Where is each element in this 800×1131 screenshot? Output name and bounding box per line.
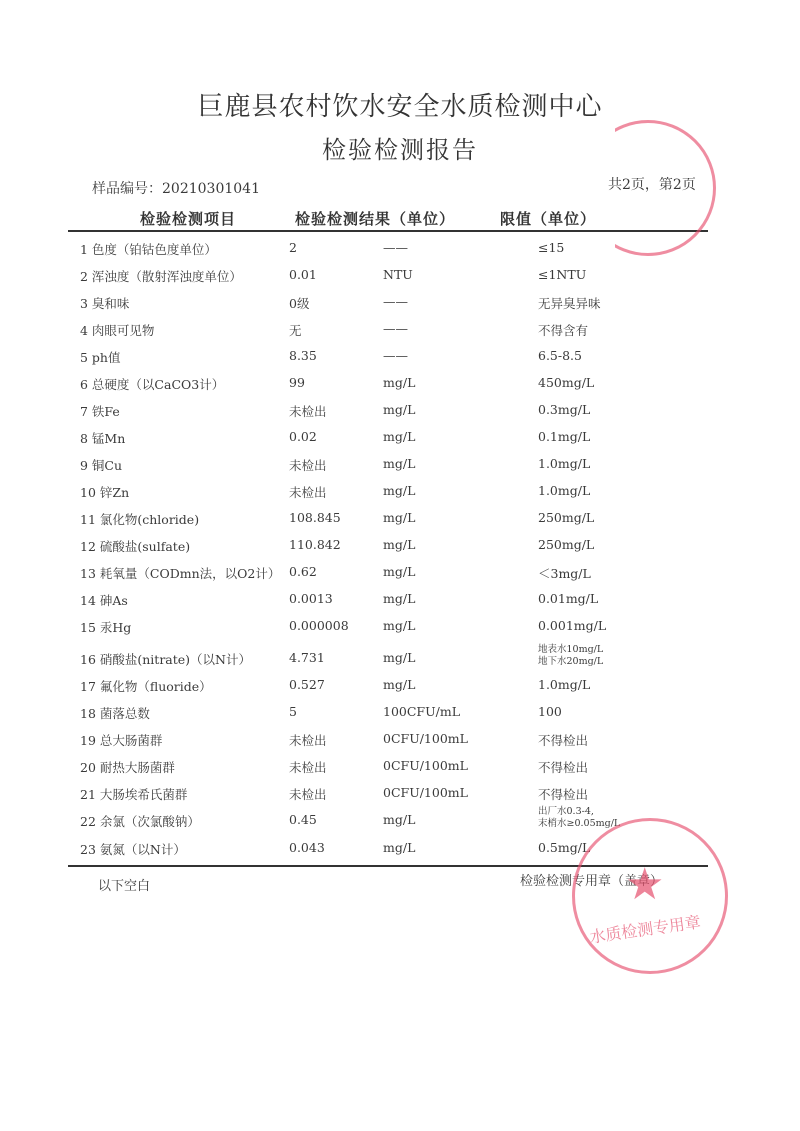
row-unit: mg/L: [383, 456, 416, 471]
table-row: [0, 564, 800, 591]
row-unit: mg/L: [383, 650, 416, 665]
row-unit: mg/L: [383, 591, 416, 606]
row-unit: 0CFU/100mL: [383, 758, 468, 773]
row-item: 21 大肠埃希氏菌群: [80, 787, 188, 802]
stamp-bottom: [572, 818, 728, 974]
row-limit: 不得检出: [538, 760, 589, 775]
table-row: [0, 644, 800, 677]
report-title: 检验检测报告: [322, 136, 478, 164]
blank-note: 以下空白: [98, 879, 151, 894]
row-result: 0.043: [289, 840, 325, 855]
seal-label: 检验检测专用章（盖章）: [520, 874, 664, 889]
row-result: 110.842: [289, 537, 341, 552]
row-unit: mg/L: [383, 402, 416, 417]
row-unit: mg/L: [383, 618, 416, 633]
row-item: 18 菌落总数: [80, 706, 150, 721]
row-limit: 1.0mg/L: [538, 677, 591, 692]
row-unit: mg/L: [383, 429, 416, 444]
row-result: 未检出: [289, 733, 327, 748]
table-row: [0, 618, 800, 645]
table-row: [0, 704, 800, 731]
row-result: 0.62: [289, 564, 317, 579]
row-limit-line1: 地表水10mg/L: [538, 644, 604, 655]
row-item: 2 浑浊度（散射浑浊度单位）: [80, 269, 242, 284]
table-row: [0, 375, 800, 402]
row-result: 0.01: [289, 267, 317, 282]
row-limit: 0.1mg/L: [538, 429, 591, 444]
row-limit: 不得含有: [538, 323, 589, 338]
row-item: 9 铜Cu: [80, 458, 123, 473]
row-limit: 0.5mg/L: [538, 840, 591, 855]
col-header-result: 检验检测结果（单位）: [295, 210, 456, 228]
row-limit-line2: 末梢水≥0.05mg/L: [538, 818, 621, 829]
row-unit: mg/L: [383, 840, 416, 855]
row-item: 5 ph值: [80, 350, 121, 365]
row-unit: mg/L: [383, 510, 416, 525]
org-title: 巨鹿县农村饮水安全水质检测中心: [197, 92, 603, 122]
row-limit: ＜3mg/L: [538, 566, 591, 581]
stamp-center-text: 水质检测专用章: [588, 912, 702, 947]
row-result: 8.35: [289, 348, 317, 363]
row-limit: 不得检出: [538, 787, 589, 802]
row-limit: 6.5-8.5: [538, 348, 582, 363]
row-item: 1 色度（铂钴色度单位）: [80, 242, 217, 257]
row-limit-line1: 出厂水0.3-4,: [538, 806, 594, 817]
row-limit: ≤15: [538, 240, 565, 255]
row-limit: 100: [538, 704, 562, 719]
row-result: 无: [289, 323, 302, 338]
row-unit: ——: [383, 321, 408, 336]
table-row: [0, 591, 800, 618]
row-item: 15 汞Hg: [80, 620, 132, 635]
sample-number: [92, 178, 260, 198]
row-item: 20 耐热大肠菌群: [80, 760, 175, 775]
row-item: 3 臭和味: [80, 296, 130, 311]
table-row: [0, 348, 800, 375]
header-rule: [68, 230, 708, 232]
row-unit: NTU: [383, 267, 413, 282]
table-row: [0, 758, 800, 785]
row-unit: mg/L: [383, 537, 416, 552]
table-row: [0, 294, 800, 321]
row-unit: 0CFU/100mL: [383, 731, 468, 746]
row-result: 0.000008: [289, 618, 349, 633]
row-item: 4 肉眼可见物: [80, 323, 155, 338]
row-result: 0级: [289, 296, 310, 311]
stamp-star-icon: ★: [625, 859, 665, 910]
row-result: 108.845: [289, 510, 341, 525]
row-result: 未检出: [289, 760, 327, 775]
row-item: 22 余氯（次氯酸钠）: [80, 814, 200, 829]
row-result: 0.45: [289, 812, 317, 827]
row-item: 10 锌Zn: [80, 485, 130, 500]
sample-value: 20210301041: [162, 181, 260, 197]
row-item: 17 氟化物（fluoride）: [80, 679, 212, 694]
row-result: 未检出: [289, 404, 327, 419]
row-limit: 250mg/L: [538, 537, 595, 552]
row-result: 99: [289, 375, 305, 390]
row-unit: mg/L: [383, 375, 416, 390]
row-result: 未检出: [289, 458, 327, 473]
row-limit: 250mg/L: [538, 510, 595, 525]
row-limit-line2: 地下水20mg/L: [538, 656, 604, 667]
row-unit: mg/L: [383, 812, 416, 827]
table-row: [0, 321, 800, 348]
row-limit: 1.0mg/L: [538, 456, 591, 471]
row-limit: 0.3mg/L: [538, 402, 591, 417]
row-item: 14 砷As: [80, 593, 128, 608]
row-unit: ——: [383, 240, 408, 255]
row-limit: [538, 644, 603, 668]
row-result: 0.0013: [289, 591, 333, 606]
table-row: [0, 267, 800, 294]
col-header-limit: 限值（单位）: [500, 210, 597, 228]
row-item: 8 锰Mn: [80, 431, 126, 446]
table-row: [0, 402, 800, 429]
row-item: 6 总硬度（以CaCO3计）: [80, 377, 225, 392]
table-row: [0, 537, 800, 564]
row-limit: 0.01mg/L: [538, 591, 599, 606]
row-limit: 450mg/L: [538, 375, 595, 390]
row-item: 19 总大肠菌群: [80, 733, 163, 748]
row-result: 未检出: [289, 485, 327, 500]
row-result: 0.02: [289, 429, 317, 444]
row-item: 11 氯化物(chloride): [80, 512, 200, 527]
row-unit: mg/L: [383, 483, 416, 498]
table-row: [0, 429, 800, 456]
row-unit: mg/L: [383, 677, 416, 692]
row-limit: [538, 806, 620, 830]
table-row: [0, 456, 800, 483]
table-row: [0, 731, 800, 758]
row-limit: 0.001mg/L: [538, 618, 607, 633]
row-item: 16 硝酸盐(nitrate)（以N计）: [80, 652, 251, 667]
table-row: [0, 677, 800, 704]
row-result: 5: [289, 704, 297, 719]
row-limit: 无异臭异味: [538, 296, 601, 311]
sample-label: 样品编号：: [92, 181, 162, 197]
row-result: 2: [289, 240, 297, 255]
row-limit: 1.0mg/L: [538, 483, 591, 498]
table-row: [0, 510, 800, 537]
row-unit: ——: [383, 294, 408, 309]
table-row: [0, 785, 800, 812]
row-unit: mg/L: [383, 564, 416, 579]
row-item: 12 硫酸盐(sulfate): [80, 539, 191, 554]
row-limit: ≤1NTU: [538, 267, 587, 282]
row-item: 23 氨氮（以N计）: [80, 842, 186, 857]
row-result: 0.527: [289, 677, 325, 692]
row-unit: 0CFU/100mL: [383, 785, 468, 800]
row-result: 未检出: [289, 787, 327, 802]
row-item: 13 耗氧量（CODmn法，以O2计）: [80, 566, 281, 581]
col-header-item: 检验检测项目: [140, 210, 237, 228]
row-result: 4.731: [289, 650, 325, 665]
row-item: 7 铁Fe: [80, 404, 120, 419]
page-info: 共2页，第2页: [608, 177, 696, 193]
row-unit: ——: [383, 348, 408, 363]
table-row: [0, 483, 800, 510]
row-unit: 100CFU/mL: [383, 704, 460, 719]
row-limit: 不得检出: [538, 733, 589, 748]
